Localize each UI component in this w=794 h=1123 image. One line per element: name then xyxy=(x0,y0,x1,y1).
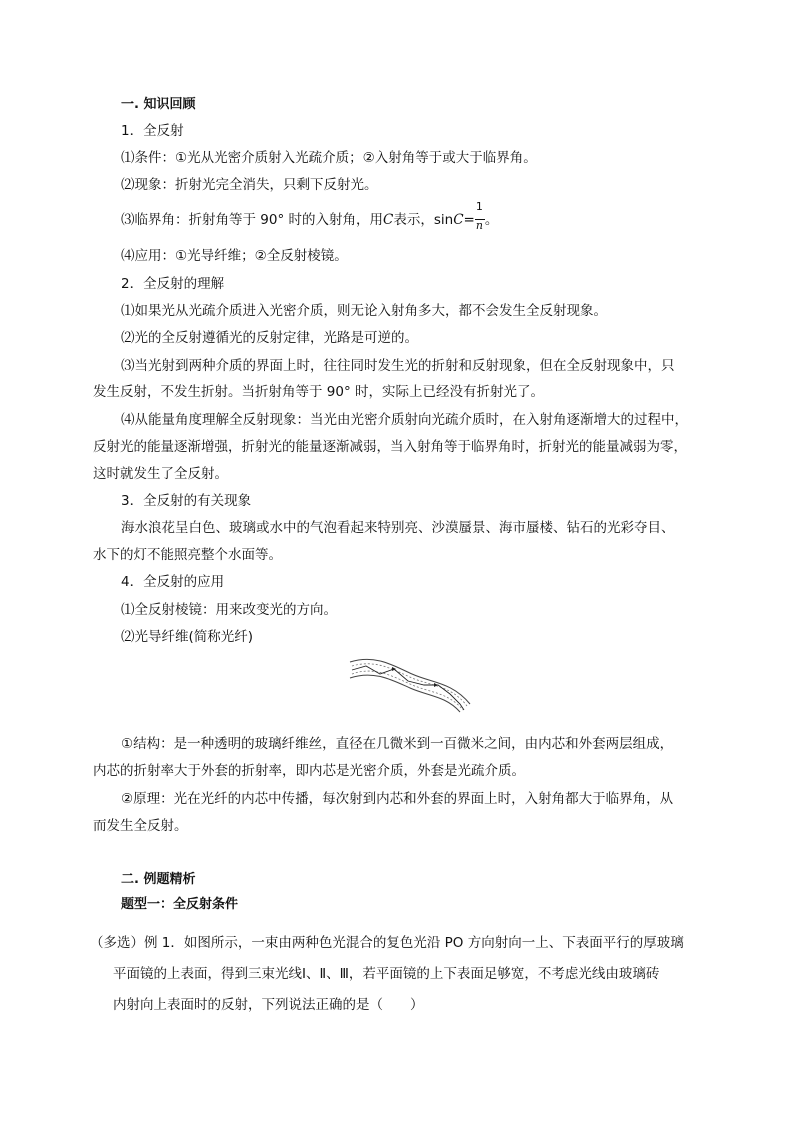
item-1-title: 1．全反射 xyxy=(121,123,184,139)
item-2-a: ⑴如果光从光疏介质进入光密介质，则无论入射角多大，都不会发生全反射现象。 xyxy=(121,303,607,319)
critical-angle-var-c2: C xyxy=(453,212,464,228)
item-3-line1: 海水浪花呈白色、玻璃或水中的气泡看起来特别亮、沙漠蜃景、海市蜃楼、钻石的光彩夺目、 xyxy=(121,520,675,536)
item-1-phenomenon: ⑵现象：折射光完全消失，只剩下反射光。 xyxy=(121,177,378,193)
example-1-line1: （多选）例 1．如图所示，一束由两种色光混合的复色光沿 PO 方向射向一上、下表面平行的厚玻璃 xyxy=(90,935,684,951)
item-4-structure-line1: ①结构：是一种透明的玻璃纤维丝，直径在几微米到一百微米之间，由内芯和外套两层组成， xyxy=(121,736,674,752)
item-3-title: 3．全反射的有关现象 xyxy=(121,493,252,509)
item-2-c-line2: 发生反射，不发生折射。当折射角等于 90° 时，实际上已经没有折射光了。 xyxy=(93,384,545,400)
fiber-core-bottom xyxy=(352,671,463,710)
critical-angle-text-2: 表示，sin xyxy=(393,212,454,228)
item-4-title: 4．全反射的应用 xyxy=(121,574,225,590)
item-2-d-line3: 这时就发生了全反射。 xyxy=(93,466,228,482)
critical-angle-eq: = xyxy=(463,212,475,228)
section-heading-review: 一. 知识回顾 xyxy=(121,97,196,112)
fraction-numerator: 1 xyxy=(475,200,483,213)
critical-angle-end: 。 xyxy=(484,212,499,228)
fiber-core-top xyxy=(352,664,467,706)
item-2-b: ⑵光的全反射遵循光的反射定律，光路是可逆的。 xyxy=(121,330,418,346)
item-4-principle-line2: 而发生全反射。 xyxy=(93,818,188,834)
section-heading-examples: 二. 例题精析 xyxy=(121,872,196,887)
fiber-outer-bottom xyxy=(350,675,460,712)
item-1-critical-angle xyxy=(121,200,499,232)
item-4-prism: ⑴全反射棱镜：用来改变光的方向。 xyxy=(121,602,337,618)
item-1-application: ⑷应用：①光导纤维；②全反射棱镜。 xyxy=(121,248,348,264)
critical-angle-var-c: C xyxy=(383,212,394,228)
item-2-c-line1: ⑶当光射到两种介质的界面上时，往往同时发生光的折射和反射现象，但在全反射现象中，只 xyxy=(121,358,675,374)
optical-fiber-figure xyxy=(346,652,476,716)
item-1-condition: ⑴条件：①光从光密介质射入光疏介质；②入射角等于或大于临界角。 xyxy=(121,150,537,166)
subheading-question-type: 题型一：全反射条件 xyxy=(121,897,239,912)
example-1-line3: 内射向上表面时的反射，下列说法正确的是（ ） xyxy=(113,997,424,1013)
example-1-line2: 平面镜的上表面，得到三束光线Ⅰ、Ⅱ、Ⅲ，若平面镜的上下表面足够宽，不考虑光线由玻璃砖 xyxy=(113,966,660,982)
item-2-d-line2: 反射光的能量逐渐增强，折射光的能量逐渐减弱，当入射角等于临界角时，折射光的能量减弱为零， xyxy=(93,439,687,455)
critical-angle-text-1: ⑶临界角：折射角等于 90° 时的入射角，用 xyxy=(121,212,384,228)
item-3-line2: 水下的灯不能照亮整个水面等。 xyxy=(93,547,282,563)
item-2-d-line1: ⑷从能量角度理解全反射现象：当光由光密介质射向光疏介质时，在入射角逐渐增大的过程中， xyxy=(121,412,688,428)
fraction-denominator: n xyxy=(475,219,483,232)
item-4-structure-line2: 内芯的折射率大于外套的折射率，即内芯是光密介质，外套是光疏介质。 xyxy=(93,763,525,779)
item-4-fiber: ⑵光导纤维(简称光纤) xyxy=(121,629,254,645)
item-2-title: 2．全反射的理解 xyxy=(121,276,225,292)
fraction-one-over-n xyxy=(475,200,485,232)
item-4-principle-line1: ②原理：光在光纤的内芯中传播，每次射到内芯和外套的界面上时，入射角都大于临界角，从 xyxy=(121,791,674,807)
